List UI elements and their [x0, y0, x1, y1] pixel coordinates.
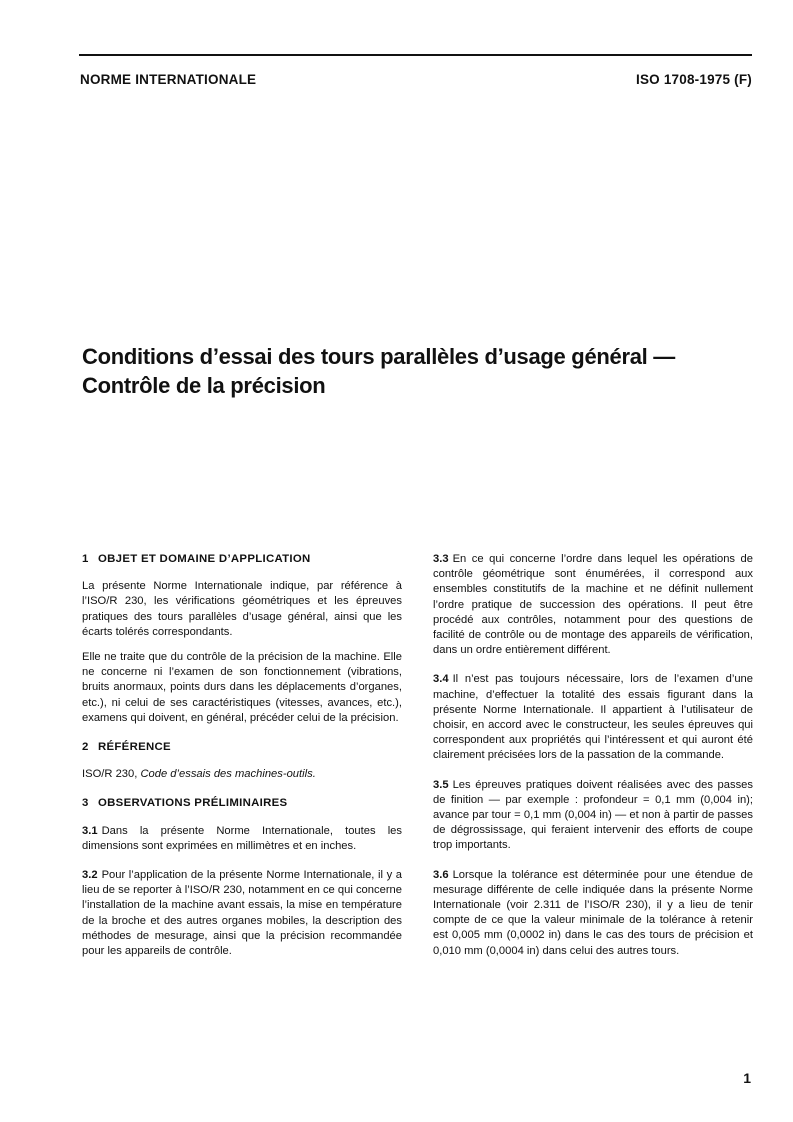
section-title: RÉFÉRENCE	[98, 741, 171, 754]
paragraph-text: En ce qui concerne l’ordre dans lequel les opérations de contrôle géométrique sont énumérées, il correspond aux ensembles constitutifs de la machine et ne définit nullement l’ordre pratique de succession des opérations. Il peut être procédé aux contrôles, notamment pour des questions de facilité de contrôle ou de montage des appareils de vérification, dans un ordre entièrement différent.	[433, 553, 753, 657]
paragraph-3-5	[433, 778, 753, 854]
title-line-1: Conditions d’essai des tours parallèles d’usage général —	[82, 344, 675, 369]
section-2-heading	[82, 740, 402, 755]
reference-id: ISO/R 230,	[82, 768, 138, 781]
section-1-heading	[82, 552, 402, 567]
right-column	[433, 552, 753, 969]
paragraph-number: 3.6	[433, 868, 449, 881]
paragraph-text: Lorsque la tolérance est déterminée pour une étendue de mesurage différente de celle indiquée dans la présente Norme Internationale (voir 2.311 de l’ISO/R 230), il y a lieu de tenir compte de ce que la valeur minimale de la tolérance à retenir est 0,005 mm (0,0002 in) dans le cas des tours de précision et 0,010 mm (0,0004 in) dans celui des autres tours.	[433, 868, 753, 957]
title-line-2: Contrôle de la précision	[82, 373, 326, 398]
paragraph-text: Dans la présente Norme Internationale, toutes les dimensions sont exprimées en millimètres et en inches.	[82, 824, 402, 852]
paragraph-3-6	[433, 868, 753, 959]
paragraph-3-4	[433, 672, 753, 763]
reference-title: Code d’essais des machines-outils.	[140, 768, 316, 781]
paragraph-3-3	[433, 552, 753, 658]
section-number: 1	[82, 553, 89, 565]
section-number: 2	[82, 741, 89, 754]
paragraph-text: Pour l’application de la présente Norme Internationale, il y a lieu de se reporter à l’ISO/R 230, notamment en ce qui concerne l’installation de la machine avant essais, la mise en température de la broche et des autres organes mobiles, la description des méthodes de mesurage, ainsi que la précision recommandée pour les appareils de contrôle.	[82, 869, 402, 958]
header-standard-number: ISO 1708-1975 (F)	[636, 72, 752, 87]
paragraph-number: 3.4	[433, 673, 449, 686]
paragraph-text: Les épreuves pratiques doivent réalisées avec des passes de finition — par exemple : profondeur = 0,1 mm (0,004 in); avance par tour = 0,1 mm (0,004 in) — et non à partir de passes de dégrossissage, qui feraient intervenir des efforts de coupe trop importants.	[433, 778, 753, 852]
section-number: 3	[82, 797, 89, 810]
paragraph-3-2	[82, 868, 402, 959]
section-title: OBSERVATIONS PRÉLIMINAIRES	[98, 797, 288, 810]
header-rule	[79, 54, 752, 56]
left-column	[82, 552, 402, 969]
paragraph-number: 3.3	[433, 553, 449, 565]
section-title: OBJET ET DOMAINE D’APPLICATION	[98, 553, 311, 565]
paragraph-limits: Elle ne traite que du contrôle de la précision de la machine. Elle ne concerne ni l’examen de son fonctionnement (vibrations, bruits anormaux, points durs dans les déplacements d’organes, etc.), ni celui de ses caractéristiques (vitesses, avances, etc.), examens qui doivent, en général, précéder celui de la précision.	[82, 651, 402, 724]
page-number: 1	[743, 1070, 751, 1086]
paragraph-text: Il n’est pas toujours nécessaire, lors de l’examen d’une machine, d’effectuer la totalité des essais figurant dans la présente Norme Internationale. Il appartient à l’utilisateur de choisir, en accord avec le constructeur, les seules épreuves qui correspondent aux propriétés qui l’intéressent et qui auront été clairement précisées lors de la passation de la commande.	[433, 673, 753, 762]
paragraph-number: 3.5	[433, 778, 449, 791]
paragraph-number: 3.2	[82, 869, 98, 882]
paragraph-number: 3.1	[82, 824, 98, 837]
paragraph-3-1	[82, 824, 402, 854]
header-standard-type: NORME INTERNATIONALE	[80, 72, 257, 87]
paragraph-scope: La présente Norme Internationale indique, par référence à l’ISO/R 230, les vérifications géométriques et les épreuves pratiques des tours parallèles d’usage général, ainsi que les écarts tolérés correspondants.	[82, 580, 402, 638]
paragraph-reference	[82, 767, 402, 782]
section-3-heading	[82, 796, 402, 811]
document-title	[82, 342, 742, 400]
